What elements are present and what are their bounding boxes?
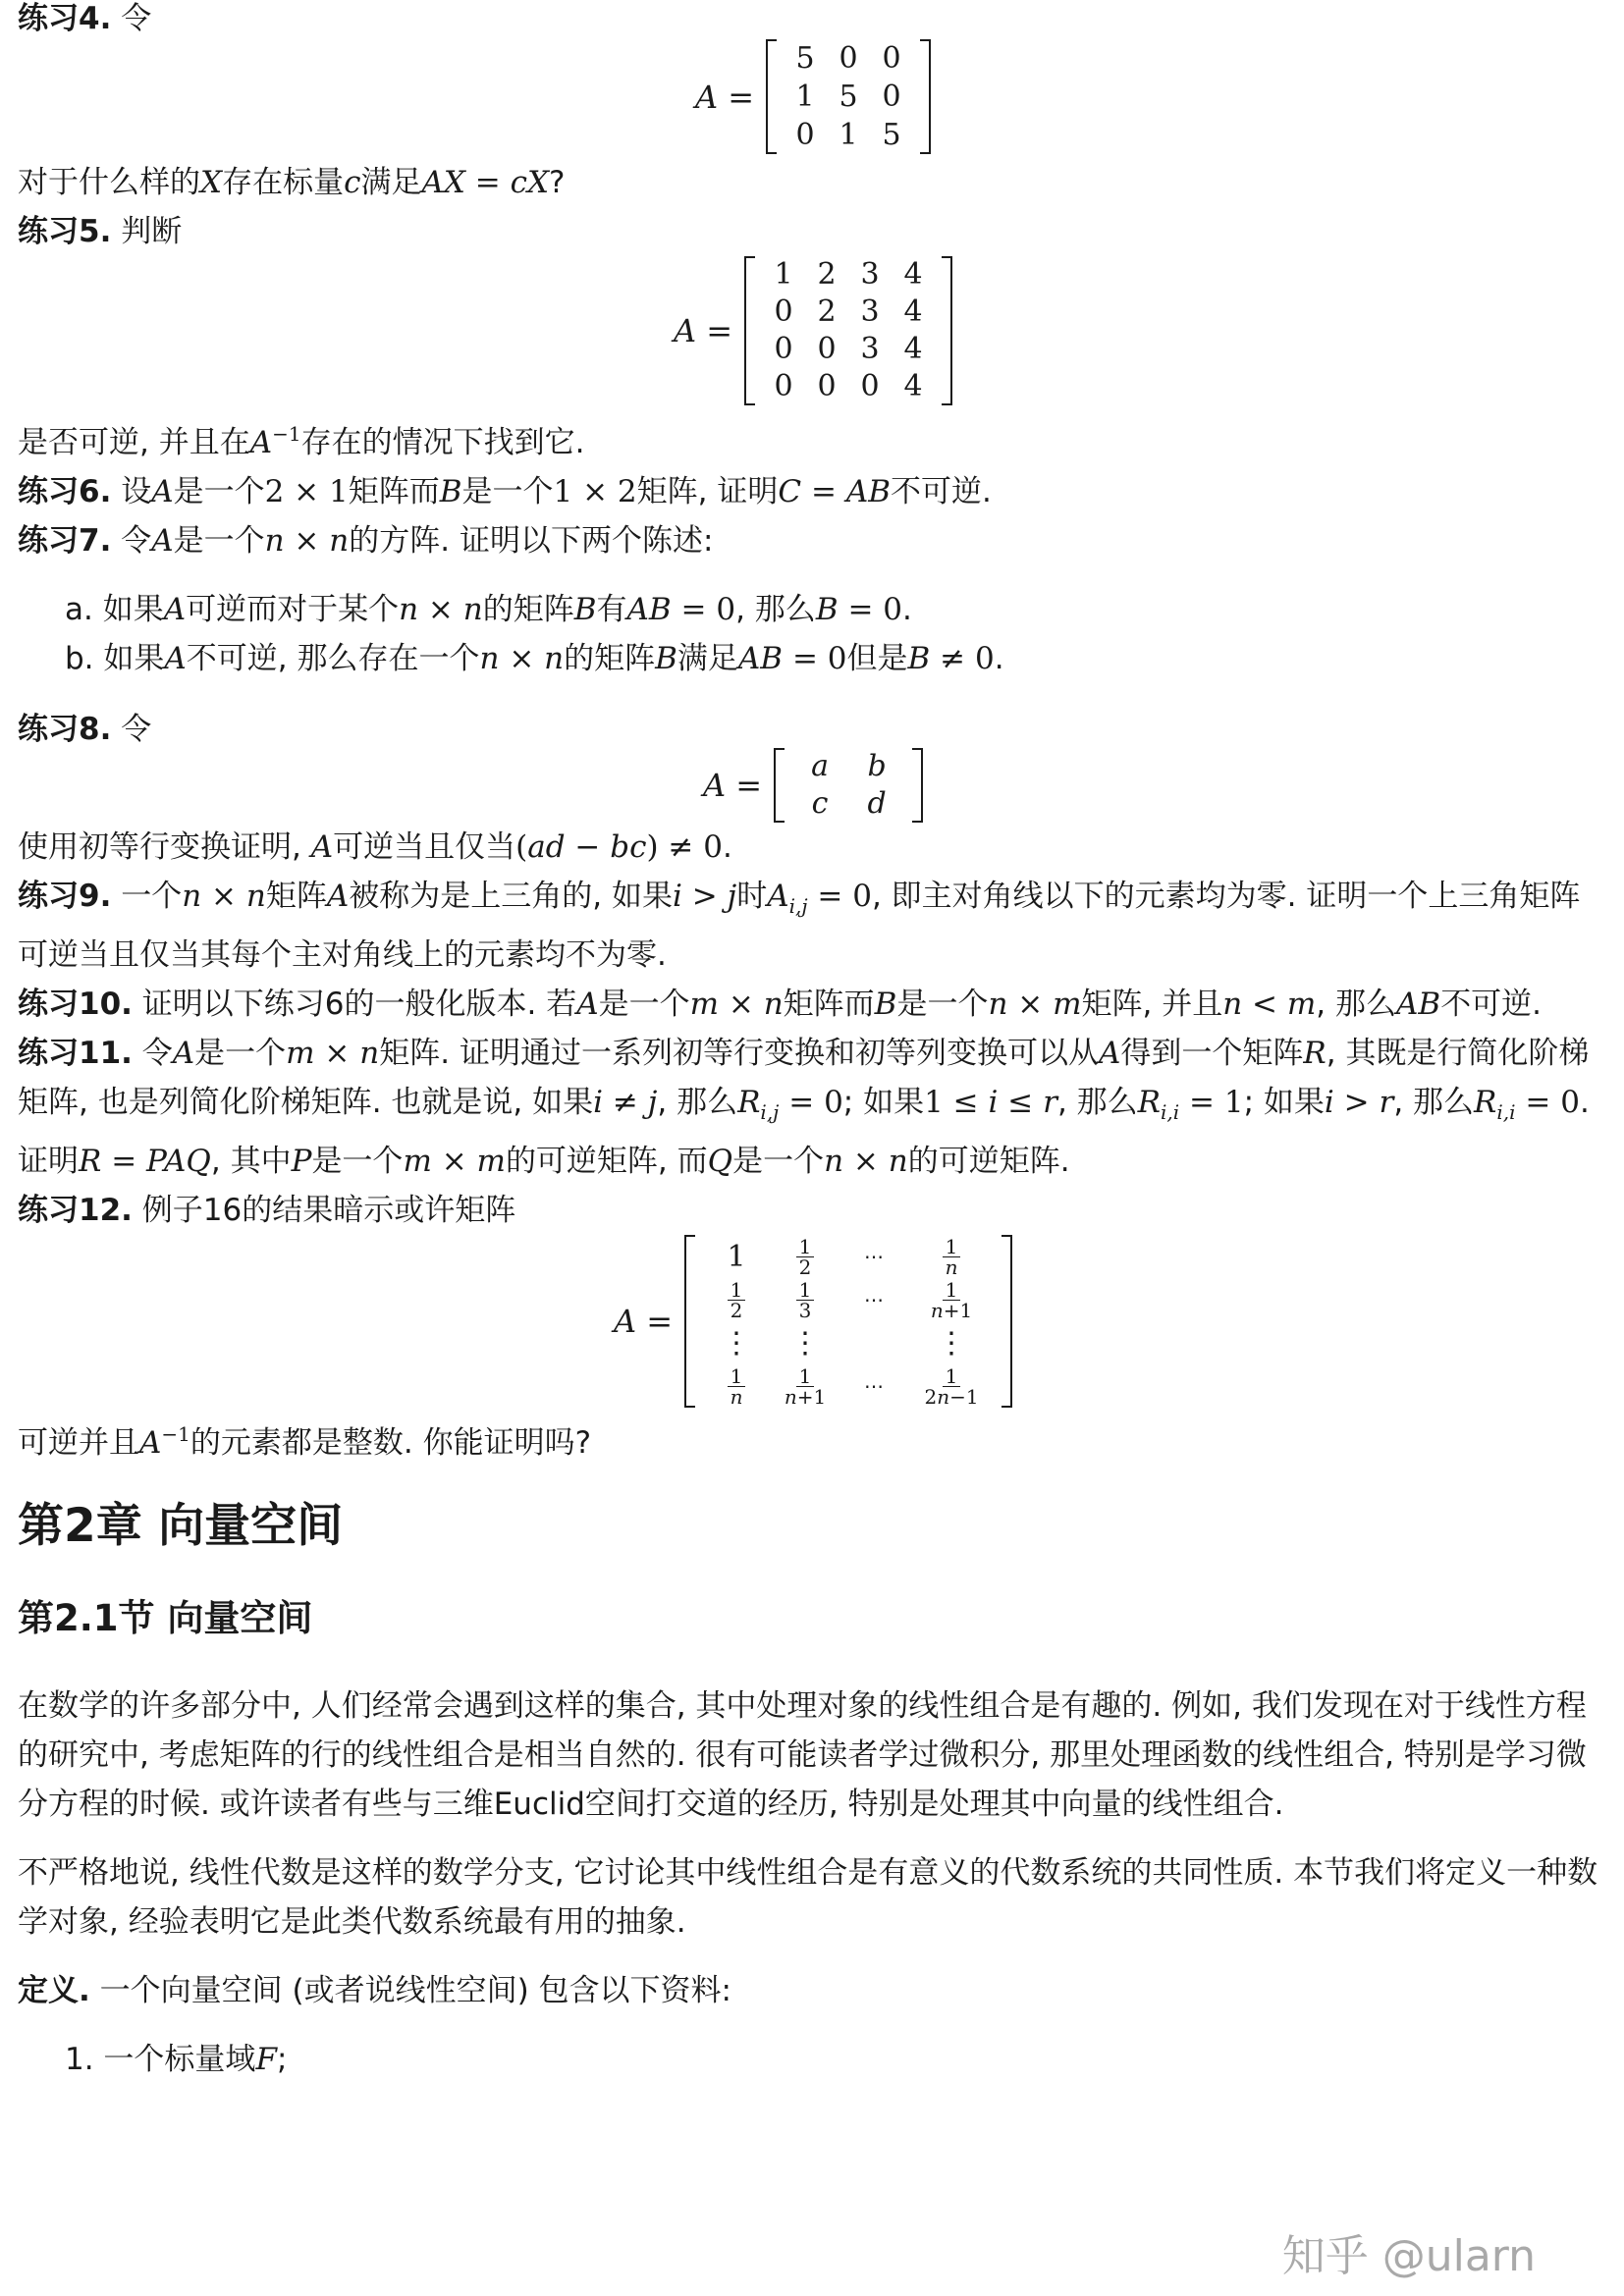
ex12-q1: 可逆并且 (18, 1425, 139, 1461)
m5-cell: 3 (860, 257, 880, 292)
m5-cell: 0 (774, 294, 793, 329)
ex11-t10: , 那么 (1393, 1085, 1475, 1120)
ex7-b-t6: . (994, 641, 1004, 676)
ex9-t1: 一个 (111, 879, 183, 914)
m8-cell: a (811, 749, 829, 783)
ex11-t14: 的可逆矩阵, 而 (505, 1144, 708, 1179)
ex12-matrix-grid: 1 1 2 ⋯ 1 n 1 2 1 3 ⋯ 1 n+1 ⋮ ⋮ ⋮ 1 n 1 n+1 ⋯ 1 2n−1 (722, 1234, 979, 1409)
m5-cell: 1 (774, 257, 793, 292)
ex5-heading (18, 207, 1608, 256)
m5-cell: 3 (860, 294, 880, 329)
ex10-label: 练习10. (18, 987, 133, 1022)
ex7-b-t3: 的矩阵 (564, 641, 656, 676)
ex4-q4: ? (549, 165, 566, 200)
ex5-question (18, 409, 1608, 467)
ex9-label: 练习9. (18, 879, 112, 914)
definition-label: 定义. (18, 1973, 90, 2008)
ex8-matrix-grid (791, 748, 905, 823)
ex5-q2: 存在的情况下找到它. (300, 425, 585, 460)
ex11-t1: 令 (132, 1036, 173, 1071)
ex8-matrix (774, 748, 923, 823)
m8-cell: c (811, 786, 829, 821)
m4-cell: 5 (882, 118, 901, 152)
item1-text: 一个标量域 (93, 2042, 256, 2077)
ex10-text: 练习10. 证明以下练习6的一般化版本. 若A是一个m × n矩阵而B是一个n × m矩阵, 并且n < m, 那么AB不可逆. (18, 987, 1543, 1022)
m5-cell: 2 (817, 257, 837, 292)
ex12-lead: 例子16的结果暗示或许矩阵 (132, 1193, 516, 1228)
ex11-t6: , 那么 (657, 1085, 738, 1120)
ex6-text: 练习6. 设A是一个2 × 1矩阵而B是一个1 × 2矩阵, 证明C = AB不可逆. (18, 474, 992, 509)
m5-cell: 2 (817, 294, 837, 329)
ex7-b-t5: 但是 (846, 641, 908, 676)
ex10-t6: , 那么 (1316, 987, 1397, 1022)
ex7-b-t1: 如果 (93, 641, 165, 676)
ex7-a-t6: . (902, 592, 912, 627)
ex10-t2: 是一个 (598, 987, 690, 1022)
ex11-t8: , 那么 (1056, 1085, 1138, 1120)
m5-cell: 0 (860, 369, 880, 403)
ex6-t1: 设 (111, 474, 152, 509)
ex8-q3: . (722, 829, 732, 865)
ex11-t12: , 其中 (210, 1144, 292, 1179)
ex7-item-a: a. 如果A可逆而对于某个n × n的矩阵B有AB = 0, 那么B = 0. (65, 592, 912, 627)
ex4-q2: 存在标量 (222, 165, 345, 200)
ex8-heading (18, 705, 1608, 754)
ex4-matrix-grid (784, 39, 913, 154)
ex11-label: 练习11. (18, 1036, 133, 1071)
ex6-t5: 矩阵, 证明 (636, 474, 779, 509)
m4-cell: 0 (882, 41, 901, 76)
math-A-inverse: $A^{-1}$ (249, 422, 301, 460)
ex12-hilbert-matrix (684, 1235, 1012, 1408)
ex5-q1: 是否可逆, 并且在 (18, 425, 250, 460)
ex11-t13: 是一个 (311, 1144, 404, 1179)
m5-cell: 0 (817, 332, 837, 366)
ex6-t2: 是一个 (173, 474, 265, 509)
ex7-text: 练习7. 令A是一个n × n的方阵. 证明以下两个陈述: (18, 523, 714, 559)
definition-item-1: 1. 一个标量域F; (65, 2042, 288, 2077)
ex8-lhs: A = (702, 767, 763, 804)
ex4-label: 练习4. (18, 1, 112, 36)
ex4-lead: 令 (111, 1, 152, 36)
ex4-matrix (766, 39, 931, 154)
ex7-t3: 的方阵. 证明以下两个陈述: (349, 523, 714, 559)
m5-cell: 4 (903, 257, 923, 292)
definition-list (18, 2035, 1608, 2084)
ex7-b-t4: 满足 (677, 641, 738, 676)
ex7-b-t2: 不可逆, 那么存在一个 (186, 641, 480, 676)
ex4-lhs: A = (694, 78, 755, 116)
ex11-t3: 矩阵. 证明通过一系列初等行变换和初等列变换可以从 (379, 1036, 1099, 1071)
ex12-heading (18, 1186, 1608, 1235)
m5-cell: 0 (774, 332, 793, 366)
ex7-b-marker: b. (65, 641, 94, 676)
m4-cell: 0 (882, 80, 901, 114)
ex10-t7: 不可逆. (1440, 987, 1543, 1022)
ex7-t1: 令 (111, 523, 152, 559)
m4-cell: 5 (839, 80, 858, 114)
item1-marker: 1. (65, 2042, 94, 2077)
ex9-text: 练习9. 一个n × n矩阵A被称为是上三角的, 如果i > j时$A_{i,j} = 0$, 即主对角线以下的元素均为零. 证明一个上三角矩阵可逆当且仅当其每个主对角线上的元素均不为零. (18, 879, 1581, 973)
ex5-label: 练习5. (18, 214, 112, 249)
ex9-t3: 被称为是上三角的, 如果 (349, 879, 673, 914)
m4-cell: 0 (795, 118, 815, 152)
zhihu-watermark: 知乎 @ularn (1281, 2231, 1536, 2281)
ex9-t2: 矩阵 (265, 879, 327, 914)
section-title: 第2.1节 向量空间 (18, 1597, 313, 1639)
ex12-question: 可逆并且$A^{-1}$的元素都是整数. 你能证明吗? (18, 1422, 592, 1461)
m4-cell: 1 (795, 80, 815, 114)
ex7-list (18, 585, 1608, 683)
definition (18, 1966, 1608, 2015)
ex7-a-t2: 可逆而对于某个 (186, 592, 400, 627)
ex7-t2: 是一个 (173, 523, 265, 559)
ex7-item-b: b. 如果A不可逆, 那么存在一个n × n的矩阵B满足AB = 0但是B ≠ 0. (65, 641, 1004, 676)
ex12-matrix-display (18, 1235, 1608, 1408)
definition-text: 一个向量空间 (或者说线性空间) 包含以下资料: (89, 1973, 731, 2008)
ex6-t4: 是一个 (461, 474, 554, 509)
ex6-label: 练习6. (18, 474, 112, 509)
ex4-q3: 满足 (360, 165, 422, 200)
m8-cell: d (867, 786, 887, 821)
ex12-label: 练习12. (18, 1193, 133, 1228)
math-AX-cX: AX (421, 165, 465, 200)
ex4-question: 对于什么样的X存在标量c满足AX = cX? (18, 165, 566, 200)
m4-cell: 1 (839, 118, 858, 152)
ex8-label: 练习8. (18, 712, 112, 747)
ex8-matrix-display (18, 748, 1608, 823)
m8-cell: b (867, 749, 887, 783)
chapter-title: 第2章 向量空间 (18, 1499, 344, 1553)
ex11-t11: . 证明 (18, 1085, 1590, 1179)
ex7-a-t5: , 那么 (735, 592, 816, 627)
ex5-matrix-display (18, 256, 1608, 405)
m4-cell: 0 (839, 41, 858, 76)
ex11-t5: , 其既是行简化阶梯矩阵, 也是列简化阶梯矩阵. 也就是说, 如果 (18, 1036, 1590, 1120)
ex6-t3: 矩阵而 (348, 474, 440, 509)
m5-cell: 0 (817, 369, 837, 403)
ex5-lhs: A = (673, 312, 733, 349)
ex11-t2: 是一个 (194, 1036, 287, 1071)
ex8-question: 使用初等行变换证明, A可逆当且仅当(ad − bc) ≠ 0. (18, 829, 732, 865)
ex7-a-t4: 有 (596, 592, 627, 627)
ex7-a-t3: 的矩阵 (482, 592, 574, 627)
ex8-q1: 使用初等行变换证明, (18, 829, 311, 865)
ex7-a-t1: 如果 (92, 592, 164, 627)
ex11-t15: 是一个 (732, 1144, 825, 1179)
ex4-heading (18, 0, 1608, 43)
math-X: X (200, 165, 223, 200)
ex7-a-marker: a. (65, 592, 93, 627)
ex10-t4: 是一个 (896, 987, 989, 1022)
ex4-q1: 对于什么样的 (18, 165, 200, 200)
ex4-matrix-display (18, 39, 1608, 154)
ex11-t7: ; 如果 (842, 1085, 925, 1120)
ex11-t16: 的可逆矩阵. (907, 1144, 1070, 1179)
ex10-t5: 矩阵, 并且 (1081, 987, 1223, 1022)
ex5-lead: 判断 (111, 214, 183, 249)
ex12-lhs: A = (613, 1303, 674, 1340)
ex11-text: 练习11. 令A是一个m × n矩阵. 证明通过一系列初等行变换和初等列变换可以从A得到一个矩阵R, 其既是行简化阶梯矩阵, 也是列简化阶梯矩阵. 也就是说, 如果i ≠ j, 那么$R_{i,j} = 0$; 如果1 ≤ i ≤ r, 那么$R_{i,i} = 1$; 如果i > r, 那么$R_{i,i} = 0$. 证明R = PAQ, 其中P是一个m × m的可逆矩阵, 而Q是一个n × n的可逆矩阵. (18, 1036, 1590, 1179)
m5-cell: 4 (903, 332, 923, 366)
ex10-t1: 证明以下练习6的一般化版本. 若 (132, 987, 577, 1022)
m5-cell: 4 (903, 369, 923, 403)
ex7-label: 练习7. (18, 523, 112, 559)
math-c: c (344, 165, 361, 200)
paragraph-2: 不严格地说, 线性代数是这样的数学分支, 它讨论其中线性组合是有意义的代数系统的共同性质. 本节我们将定义一种数学对象, 经验表明它是此类代数系统最有用的抽象. (18, 1855, 1598, 1940)
ex5-matrix-grid (762, 256, 935, 405)
ex10-t3: 矩阵而 (783, 987, 875, 1022)
item1-end: ; (276, 2042, 288, 2077)
m5-cell: 3 (860, 332, 880, 366)
m4-cell: 5 (795, 41, 815, 76)
ex12-q2: 的元素都是整数. 你能证明吗? (189, 1425, 592, 1461)
document-page (18, 0, 1608, 2084)
ex9-t4: 时 (736, 879, 768, 914)
ex11-t4: 得到一个矩阵 (1120, 1036, 1304, 1071)
m5-cell: 0 (774, 369, 793, 403)
ex8-lead: 令 (111, 712, 152, 747)
m5-cell: 4 (903, 294, 923, 329)
ex8-q2: 可逆当且仅当 (333, 829, 516, 865)
ex6-t6: 不可逆. (890, 474, 992, 509)
ex11-t9: ; 如果 (1243, 1085, 1325, 1120)
ex9-t5: , 即主对角线以下的元素均为零. 证明一个上三角矩阵可逆当且仅当其每个主对角线上的元素均不为零. (18, 879, 1581, 973)
ex5-matrix (744, 256, 952, 405)
paragraph-1: 在数学的许多部分中, 人们经常会遇到这样的集合, 其中处理对象的线性组合是有趣的. 例如, 我们发现在对于线性方程的研究中, 考虑矩阵的行的线性组合是相当自然的. 很有可能读者学过微积分, 那里处理函数的线性组合, 特别是学习微分方程的时候. 或许读者有些与三维Euclid空间打交道的经历, 特别是处理其中向量的线性组合. (18, 1688, 1587, 1822)
